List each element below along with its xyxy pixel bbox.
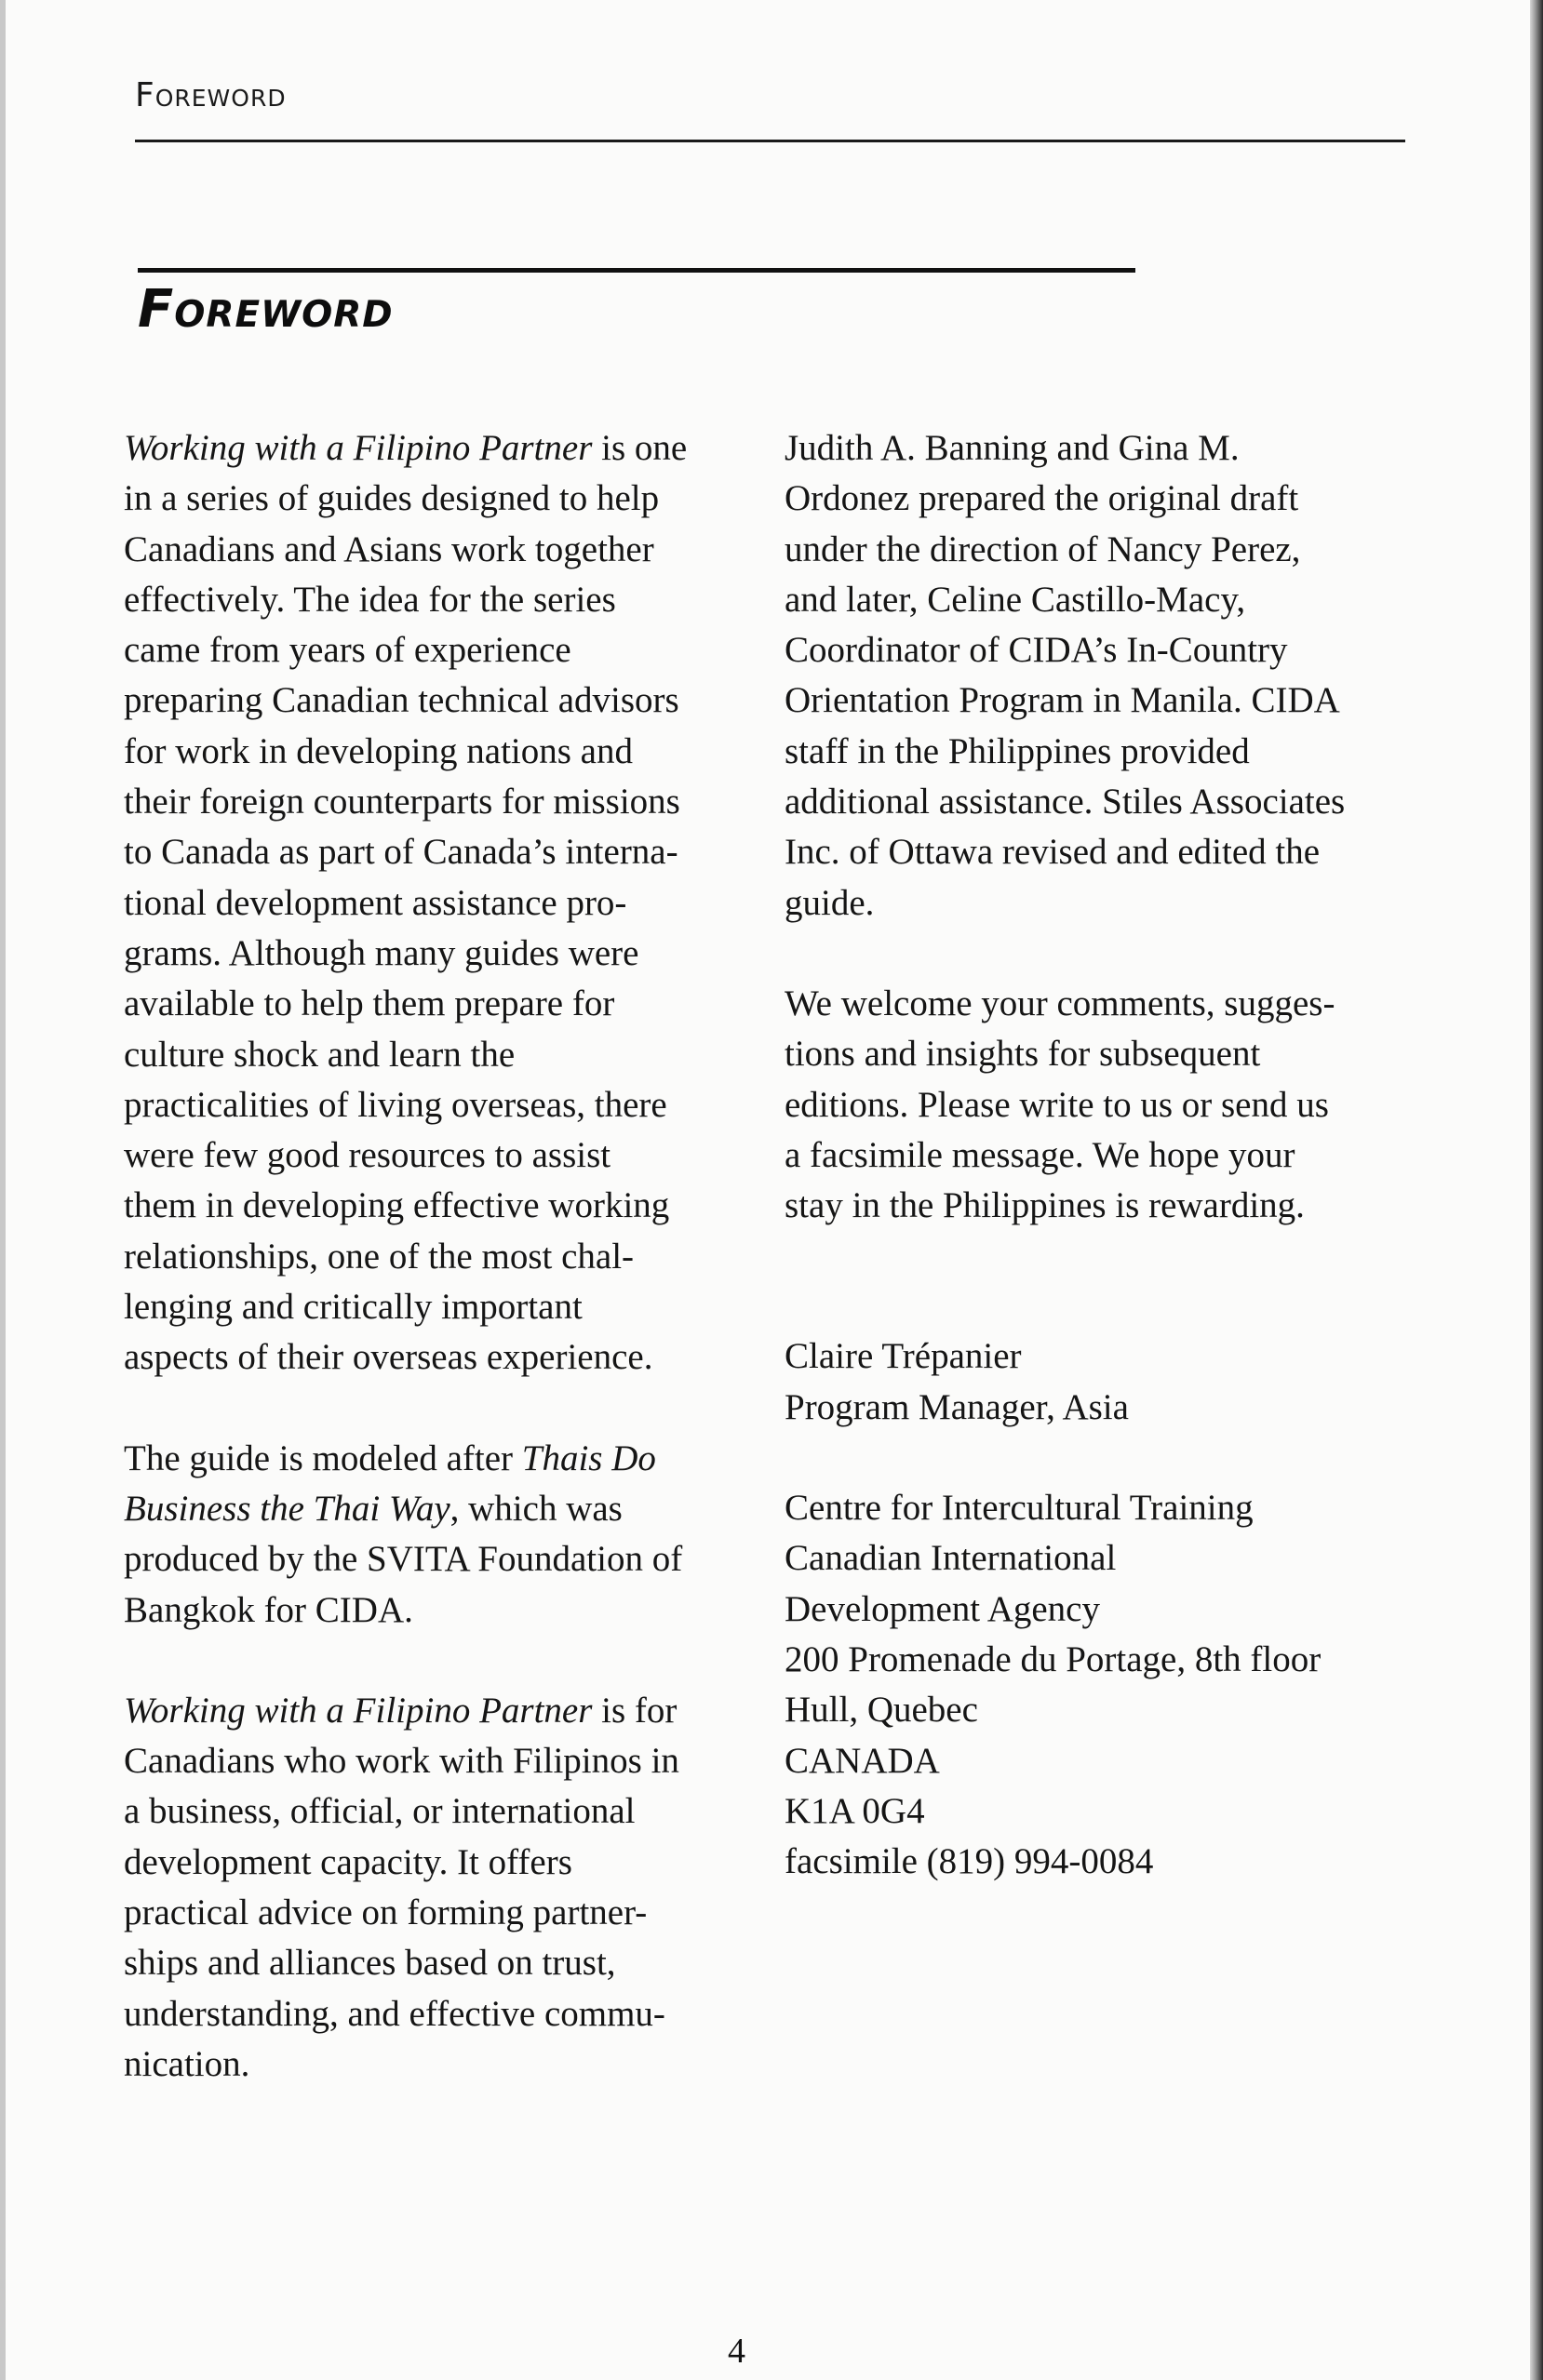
text-run: practicalities of living overseas, there — [124, 1084, 667, 1125]
paragraph-gap — [785, 1433, 1427, 1483]
text-line — [124, 827, 766, 877]
text-line — [124, 1888, 766, 1938]
text-run: development capacity. It offers — [124, 1841, 572, 1882]
paragraph-gap — [124, 1636, 766, 1686]
left-paragraph-1 — [124, 423, 766, 1384]
text-line: CANADA — [785, 1740, 940, 1781]
right-column — [785, 423, 1427, 1887]
text-line — [124, 474, 766, 524]
text-run: available to help them prepare for — [124, 983, 615, 1024]
text-line: Ordonez prepared the original draft — [785, 478, 1299, 519]
right-paragraph-1 — [785, 423, 1427, 929]
paragraph-gap — [785, 929, 1427, 979]
text-run: in a series of guides designed to help — [124, 478, 660, 519]
text-run: Bangkok for CIDA. — [124, 1589, 413, 1630]
paragraph-gap — [124, 1384, 766, 1434]
text-run: is for — [592, 1690, 678, 1731]
text-line — [124, 1080, 766, 1130]
text-line — [124, 1989, 766, 2039]
italic-title: Working with a Filipino Partner — [124, 428, 593, 468]
text-run: practical advice on forming partner- — [124, 1892, 648, 1933]
text-line: Centre for Intercultural Training — [785, 1488, 1254, 1529]
scan-edge-left — [0, 0, 6, 2380]
text-line — [124, 1434, 766, 1484]
italic-title: Business the Thai Way — [124, 1488, 450, 1529]
scan-edge-right — [1530, 0, 1543, 2380]
text-run: understanding, and effective commu- — [124, 1993, 665, 2034]
text-line — [124, 1030, 766, 1080]
text-run: grams. Although many guides were — [124, 932, 639, 973]
text-line — [124, 675, 766, 726]
running-header: Foreword — [135, 76, 287, 114]
text-line — [124, 1534, 766, 1584]
text-run: Canadians who work with Filipinos in — [124, 1741, 679, 1782]
text-line: a facsimile message. We hope your — [785, 1134, 1295, 1175]
text-line — [124, 1232, 766, 1282]
text-line — [124, 929, 766, 979]
signature-block — [785, 1331, 1427, 1433]
text-run: for work in developing nations and — [124, 730, 633, 771]
text-run: ships and alliances based on trust, — [124, 1943, 616, 1984]
text-run: is one — [592, 428, 688, 468]
text-line: guide. — [785, 882, 875, 923]
left-paragraph-2 — [124, 1434, 766, 1636]
text-line: K1A 0G4 — [785, 1790, 925, 1831]
text-line — [124, 1686, 766, 1736]
text-line — [124, 777, 766, 827]
text-run: them in developing effective working — [124, 1185, 670, 1226]
text-line: Hull, Quebec — [785, 1690, 978, 1731]
text-run: aspects of their overseas experience. — [124, 1337, 653, 1378]
text-run: lenging and critically important — [124, 1287, 583, 1328]
text-run: were few good resources to assist — [124, 1135, 611, 1176]
text-line: Program Manager, Asia — [785, 1386, 1129, 1427]
text-run: a business, official, or international — [124, 1791, 636, 1832]
text-line: under the direction of Nancy Perez, — [785, 528, 1301, 569]
text-line — [124, 625, 766, 675]
text-run: to Canada as part of Canada’s interna- — [124, 832, 678, 873]
text-line — [124, 1332, 766, 1383]
text-run: relationships, one of the most chal- — [124, 1236, 635, 1277]
text-line — [124, 1130, 766, 1181]
page-number: 4 — [728, 2332, 745, 2371]
text-line — [124, 1585, 766, 1636]
title-rule — [138, 268, 1135, 273]
text-line: Development Agency — [785, 1588, 1100, 1629]
right-paragraph-2 — [785, 979, 1427, 1231]
left-paragraph-3 — [124, 1686, 766, 2090]
text-line: editions. Please write to us or send us — [785, 1084, 1329, 1125]
text-run: effectively. The idea for the series — [124, 579, 616, 620]
text-line — [124, 1484, 766, 1534]
text-line: Inc. of Ottawa revised and edited the — [785, 832, 1321, 873]
text-run: their foreign counterparts for missions — [124, 782, 680, 822]
text-line — [124, 1838, 766, 1888]
text-run: preparing Canadian technical advisors — [124, 680, 679, 721]
text-line: Canadian International — [785, 1538, 1117, 1579]
text-line — [124, 727, 766, 777]
text-line: stay in the Philippines is rewarding. — [785, 1185, 1305, 1226]
text-run: came from years of experience — [124, 630, 571, 671]
text-run: nication. — [124, 2043, 250, 2084]
text-line — [124, 1181, 766, 1231]
text-line: We welcome your comments, sugges- — [785, 983, 1335, 1023]
text-line: Judith A. Banning and Gina M. — [785, 428, 1240, 468]
text-line — [124, 575, 766, 625]
text-line: staff in the Philippines provided — [785, 730, 1250, 771]
text-line: Coordinator of CIDA’s In-Country — [785, 630, 1288, 671]
text-line — [124, 878, 766, 929]
address-block — [785, 1483, 1427, 1887]
text-line: additional assistance. Stiles Associates — [785, 782, 1346, 822]
header-rule — [135, 140, 1405, 142]
text-run: The guide is modeled after — [124, 1437, 522, 1478]
text-line — [124, 525, 766, 575]
text-run: produced by the SVITA Foundation of — [124, 1539, 683, 1580]
text-run: tional development assistance pro- — [124, 882, 627, 923]
text-line — [124, 2039, 766, 2090]
text-line: facsimile (819) 994-0084 — [785, 1841, 1154, 1882]
text-line — [124, 1736, 766, 1786]
text-line: Orientation Program in Manila. CIDA — [785, 680, 1340, 721]
text-line — [124, 1282, 766, 1332]
text-run: , which was — [449, 1488, 623, 1529]
italic-title: Thais Do — [521, 1437, 656, 1478]
text-line — [124, 1938, 766, 1988]
italic-title: Working with a Filipino Partner — [124, 1690, 593, 1731]
text-line — [124, 979, 766, 1029]
text-line: tions and insights for subsequent — [785, 1034, 1261, 1075]
text-run: culture shock and learn the — [124, 1034, 516, 1075]
paragraph-gap — [785, 1231, 1427, 1331]
text-line: and later, Celine Castillo-Macy, — [785, 579, 1246, 620]
section-title: Foreword — [138, 279, 394, 340]
left-column — [124, 423, 766, 2090]
text-line: Claire Trépanier — [785, 1336, 1022, 1377]
text-run: Canadians and Asians work together — [124, 528, 654, 569]
text-line: 200 Promenade du Portage, 8th floor — [785, 1638, 1322, 1679]
text-line — [124, 423, 766, 474]
text-line — [124, 1786, 766, 1837]
